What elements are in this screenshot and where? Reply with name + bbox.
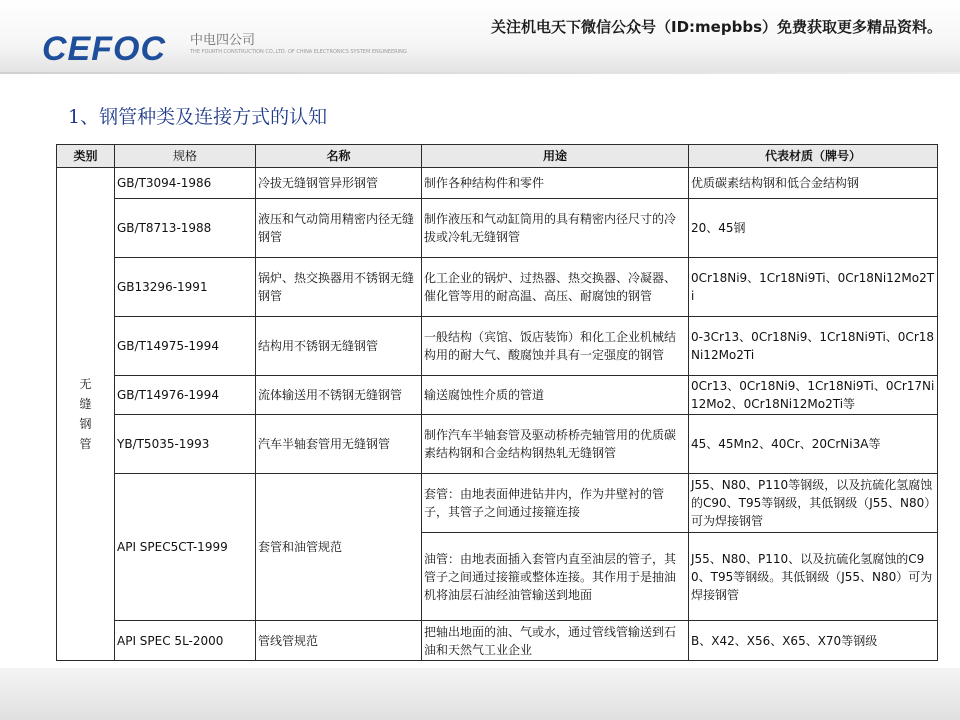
category-cell xyxy=(57,168,115,661)
material-cell: 0Cr18Ni9、1Cr18Ni9Ti、0Cr18Ni12Mo2Ti xyxy=(689,258,938,317)
tubing-material-cell: J55、N80、P110、以及抗硫化氢腐蚀的C90、T95等钢级。其低钢级（J55、N80）可为焊接钢管 xyxy=(689,533,938,621)
usage-cell: 制作汽车半轴套管及驱动桥桥壳轴管用的优质碳素结构钢和合金结构钢热轧无缝钢管 xyxy=(422,415,689,474)
standard-cell: GB13296-1991 xyxy=(115,258,256,317)
table-row xyxy=(57,415,938,474)
category-label: 无缝钢管 xyxy=(79,377,92,451)
standard-cell: API SPEC5CT-1999 xyxy=(115,474,256,621)
header-category: 类别 xyxy=(57,145,115,168)
promo-text: 关注机电天下微信公众号（ID:mepbbs）免费获取更多精品资料。 xyxy=(491,18,942,36)
usage-cell: 制作液压和气动缸筒用的具有精密内径尺寸的冷拔或冷轧无缝钢管 xyxy=(422,199,689,258)
header-material: 代表材质（牌号） xyxy=(689,145,938,168)
usage-cell: 制作各种结构件和零件 xyxy=(422,168,689,199)
name-cell: 汽车半轴套管用无缝钢管 xyxy=(256,415,422,474)
header-standard: 规格 xyxy=(115,145,256,168)
table-header-row xyxy=(57,145,938,168)
standard-cell: API SPEC 5L-2000 xyxy=(115,621,256,661)
table-row xyxy=(57,621,938,661)
table-row xyxy=(57,317,938,376)
footer-band xyxy=(0,668,960,720)
name-cell: 套管和油管规范 xyxy=(256,474,422,621)
standard-cell: GB/T14975-1994 xyxy=(115,317,256,376)
material-cell: 优质碳素结构钢和低合金结构钢 xyxy=(689,168,938,199)
name-cell: 锅炉、热交换器用不锈钢无缝钢管 xyxy=(256,258,422,317)
usage-cell: 一般结构（宾馆、饭店装饰）和化工企业机械结构用的耐大气、酸腐蚀并具有一定强度的钢管 xyxy=(422,317,689,376)
name-cell: 管线管规范 xyxy=(256,621,422,661)
table-row xyxy=(57,376,938,415)
name-cell: 流体输送用不锈钢无缝钢管 xyxy=(256,376,422,415)
usage-cell: 化工企业的锅炉、过热器、热交换器、冷凝器、催化管等用的耐高温、高压、耐腐蚀的钢管 xyxy=(422,258,689,317)
standard-cell: GB/T8713-1988 xyxy=(115,199,256,258)
usage-cell: 输送腐蚀性介质的管道 xyxy=(422,376,689,415)
header-name: 名称 xyxy=(256,145,422,168)
standard-cell: YB/T5035-1993 xyxy=(115,415,256,474)
logo-english-name: THE FOURTH CONSTRUCTION CO.,LTD. OF CHINA ELECTRONICS SYSTEM ENGINEERING xyxy=(190,49,407,55)
page-title: 1、钢管种类及连接方式的认知 xyxy=(68,106,328,128)
usage-cell: 把轴出地面的油、气或水，通过管线管输送到石油和天然气工业企业 xyxy=(422,621,689,661)
casing-usage-cell: 套管：由地表面伸进钻井内，作为井壁衬的管子，其管子之间通过接箍连接 xyxy=(422,474,689,533)
table-row xyxy=(57,168,938,199)
name-cell: 液压和气动筒用精密内径无缝钢管 xyxy=(256,199,422,258)
material-cell: 45、45Mn2、40Cr、20CrNi3A等 xyxy=(689,415,938,474)
table-row xyxy=(57,258,938,317)
material-cell: B、X42、X56、X65、X70等钢级 xyxy=(689,621,938,661)
table-row xyxy=(57,199,938,258)
material-cell: 0Cr13、0Cr18Ni9、1Cr18Ni9Ti、0Cr17Ni12Mo2、0Cr18Ni12Mo2Ti等 xyxy=(689,376,938,415)
name-cell: 冷拔无缝钢管异形钢管 xyxy=(256,168,422,199)
header-usage: 用途 xyxy=(422,145,689,168)
material-cell: 20、45钢 xyxy=(689,199,938,258)
standard-cell: GB/T3094-1986 xyxy=(115,168,256,199)
tubing-usage-cell: 油管：由地表面插入套管内直至油层的管子，其管子之间通过接箍或整体连接。其作用于是抽油机将油层石油经油管输送到地面 xyxy=(422,533,689,621)
header-divider xyxy=(0,72,960,74)
casing-material-cell: J55、N80、P110等钢级，以及抗硫化氢腐蚀的C90、T95等钢级，其低钢级（J55、N80）可为焊接钢管 xyxy=(689,474,938,533)
logo-text: CEFOC xyxy=(42,30,166,68)
logo-chinese-name: 中电四公司 xyxy=(190,33,256,48)
material-cell: 0-3Cr13、0Cr18Ni9、1Cr18Ni9Ti、0Cr18Ni12Mo2Ti xyxy=(689,317,938,376)
steel-pipe-table xyxy=(56,144,938,661)
name-cell: 结构用不锈钢无缝钢管 xyxy=(256,317,422,376)
table-row xyxy=(57,474,938,533)
standard-cell: GB/T14976-1994 xyxy=(115,376,256,415)
